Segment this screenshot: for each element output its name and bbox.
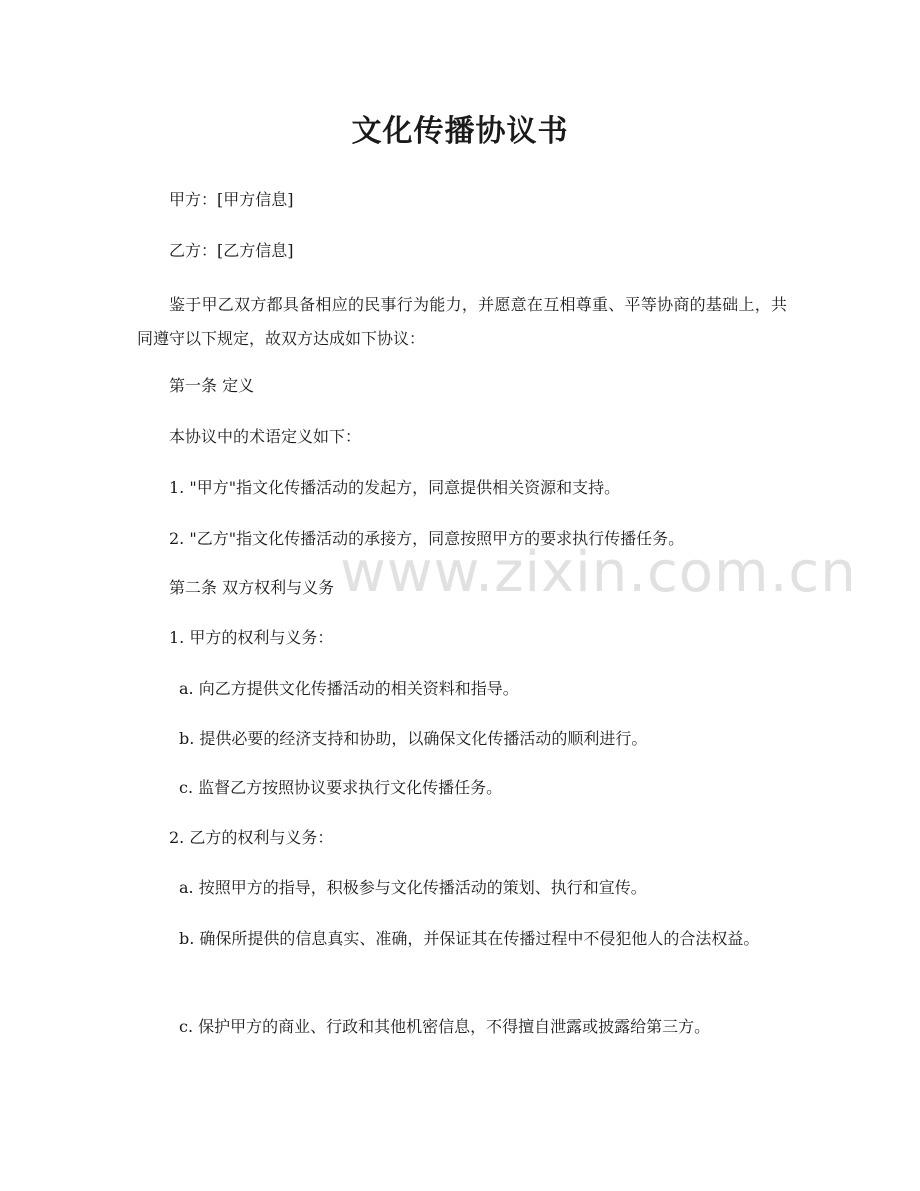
article-2-heading: 第二条 双方权利与义务 bbox=[169, 578, 335, 597]
definition-item: 1. "甲方"指文化传播活动的发起方，同意提供相关资源和支持。 bbox=[169, 478, 621, 497]
party-a-item: a. 向乙方提供文化传播活动的相关资料和指导。 bbox=[179, 679, 519, 698]
party-a-rights-heading: 1. 甲方的权利与义务： bbox=[169, 628, 334, 647]
article-1-heading: 第一条 定义 bbox=[169, 376, 255, 395]
party-b-item: b. 确保所提供的信息真实、准确，并保证其在传播过程中不侵犯他人的合法权益。 bbox=[179, 929, 760, 948]
preamble-paragraph: 鉴于甲乙双方都具备相应的民事行为能力，并愿意在互相尊重、平等协商的基础上，共同遵守以下规定，故双方达成如下协议： bbox=[137, 295, 787, 348]
watermark: www.zixin.com.cn bbox=[340, 540, 857, 605]
party-b-item: c. 保护甲方的商业、行政和其他机密信息，不得擅自泄露或披露给第三方。 bbox=[179, 1017, 711, 1036]
party-a-line: 甲方：[甲方信息] bbox=[169, 190, 294, 209]
document-title: 文化传播协议书 bbox=[351, 114, 569, 149]
party-b-item: a. 按照甲方的指导，积极参与文化传播活动的策划、执行和宣传。 bbox=[179, 878, 647, 897]
party-b-line: 乙方：[乙方信息] bbox=[169, 241, 294, 260]
party-b-rights-heading: 2. 乙方的权利与义务： bbox=[169, 828, 334, 847]
party-a-item: b. 提供必要的经济支持和协助，以确保文化传播活动的顺利进行。 bbox=[179, 729, 648, 748]
article-1-intro: 本协议中的术语定义如下： bbox=[169, 427, 362, 446]
definition-item: 2. "乙方"指文化传播活动的承接方，同意按照甲方的要求执行传播任务。 bbox=[169, 529, 685, 548]
party-a-item: c. 监督乙方按照协议要求执行文化传播任务。 bbox=[179, 778, 503, 797]
